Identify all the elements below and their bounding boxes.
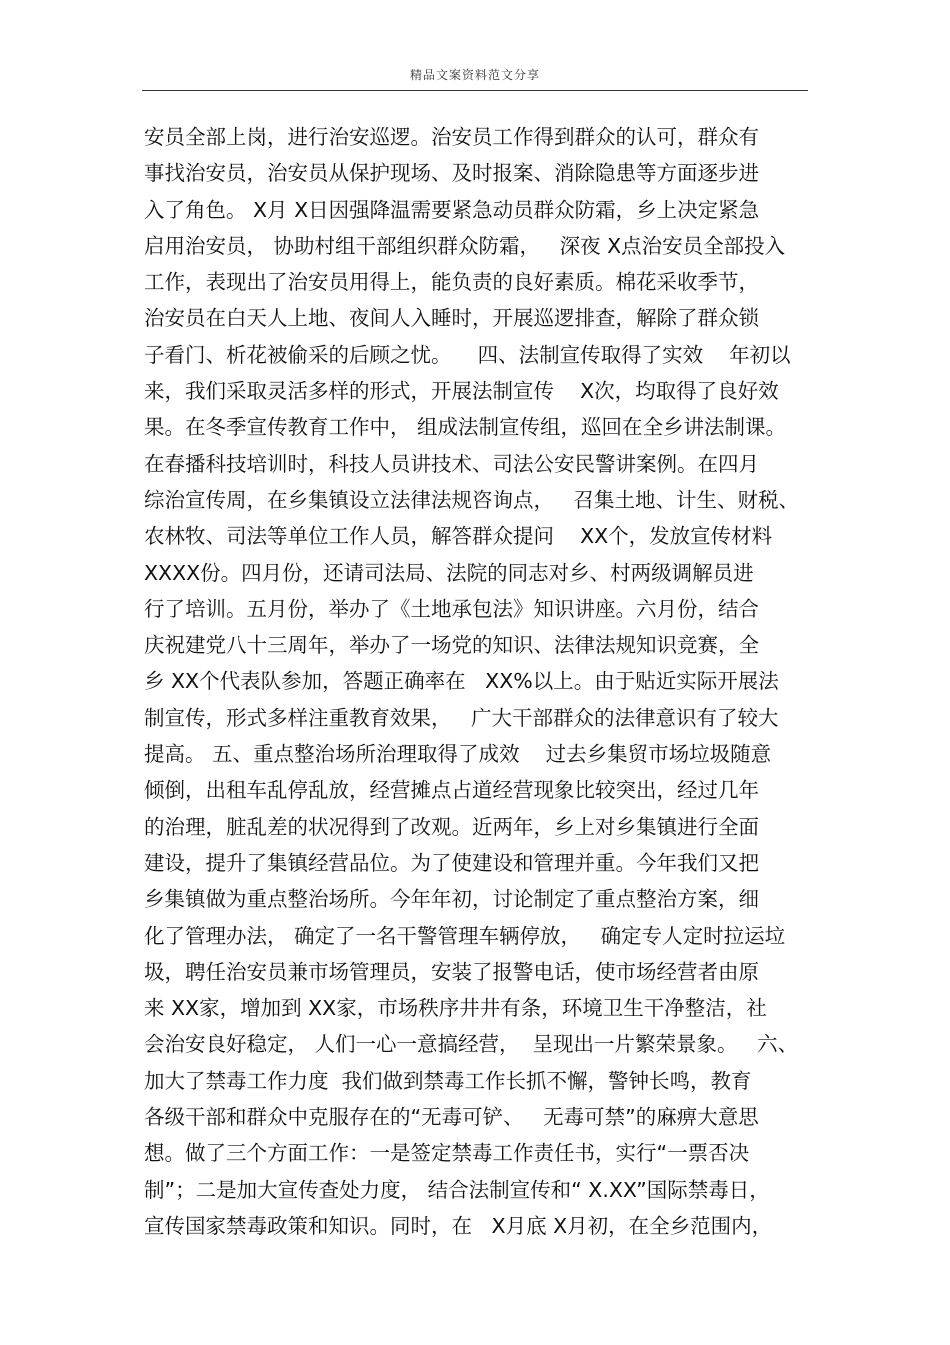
text-line: 的治理，脏乱差的状况得到了改观。近两年，乡上对乡集镇进行全面	[144, 814, 759, 839]
text-line: 想。做了三个方面工作：一是签定禁毒工作责任书，实行“一票否决	[144, 1141, 750, 1166]
text-line: 建设，提升了集镇经营品位。为了使建设和管理并重。今年我们又把	[144, 850, 759, 875]
text-line: XXXX份。四月份，还请司法局、法院的同志对乡、村两级调解员进	[144, 560, 754, 585]
text-line: 来 XX家，增加到 XX家，市场秩序井井有条，环境卫生干净整洁，社	[144, 996, 767, 1021]
text-line: 子看门、析花被偷采的后顾之忧。 四、法制宣传取得了实效 年初以	[144, 342, 791, 367]
header-divider	[142, 90, 808, 91]
text-line: 事找治安员，治安员从保护现场、及时报案、消除隐患等方面逐步进	[144, 161, 759, 186]
text-line: 庆祝建党八十三周年，举办了一场党的知识、法律法规知识竞赛，全	[144, 633, 759, 658]
text-line: 在春播科技培训时，科技人员讲技术、司法公安民警讲案例。在四月	[144, 451, 759, 476]
text-line: 倾倒，出租车乱停乱放，经营摊点占道经营现象比较突出，经过几年	[144, 778, 759, 803]
text-line: 治安员在白天人上地、夜间人入睡时，开展巡逻排查，解除了群众锁	[144, 306, 759, 331]
text-line: 加大了禁毒工作力度 我们做到禁毒工作长抓不懈，警钟长鸣，教育	[144, 1068, 752, 1093]
text-line: 果。在冬季宣传教育工作中， 组成法制宣传组，巡回在全乡讲法制课。	[144, 415, 787, 440]
text-line: 工作，表现出了治安员用得上，能负责的良好素质。棉花采收季节，	[144, 270, 759, 295]
text-line: 提高。 五、重点整治场所治理取得了成效 过去乡集贸市场垃圾随意	[144, 742, 772, 767]
text-line: 农林牧、司法等单位工作人员，解答群众提问 XX个，发放宣传材料	[144, 524, 773, 549]
text-line: 来，我们采取灵活多样的形式，开展法制宣传 X次，均取得了良好效	[144, 379, 779, 404]
text-line: 综治宣传周，在乡集镇设立法律法规咨询点， 召集土地、计生、财税、	[144, 487, 800, 512]
text-line: 宣传国家禁毒政策和知识。同时，在 X月底 X月初，在全乡范围内，	[144, 1213, 773, 1238]
text-line: 乡 XX个代表队参加，答题正确率在 XX%以上。由于贴近实际开展法	[144, 669, 779, 694]
text-line: 安员全部上岗，进行治安巡逻。治安员工作得到群众的认可，群众有	[144, 125, 759, 149]
page-header: 精品文案资料范文分享	[409, 68, 540, 82]
text-line: 制”；二是加大宣传查处力度， 结合法制宣传和“ X.XX”国际禁毒日，	[144, 1177, 770, 1202]
text-line: 行了培训。五月份，举办了《土地承包法》知识讲座。六月份，结合	[144, 596, 759, 621]
text-line: 制宣传，形式多样注重教育效果， 广大干部群众的法律意识有了较大	[144, 705, 779, 730]
document-body	[144, 119, 814, 1244]
text-line: 入了角色。 X月 X日因强降温需要紧急动员群众防霜，乡上决定紧急	[144, 197, 760, 222]
text-line: 乡集镇做为重点整治场所。今年年初，讨论制定了重点整治方案，细	[144, 887, 759, 912]
text-line: 会治安良好稳定， 人们一心一意搞经营， 呈现出一片繁荣景象。 六、	[144, 1032, 799, 1057]
text-line: 圾，聘任治安员兼市场管理员，安装了报警电话，使市场经营者由原	[144, 959, 759, 984]
text-line: 各级干部和群众中克服存在的“无毒可铲、 无毒可禁”的麻痹大意思	[144, 1105, 759, 1130]
text-line: 化了管理办法， 确定了一名干警管理车辆停放， 确定专人定时拉运垃	[144, 923, 786, 948]
text-line: 启用治安员， 协助村组干部组织群众防霜， 深夜 X点治安员全部投入	[144, 233, 786, 258]
